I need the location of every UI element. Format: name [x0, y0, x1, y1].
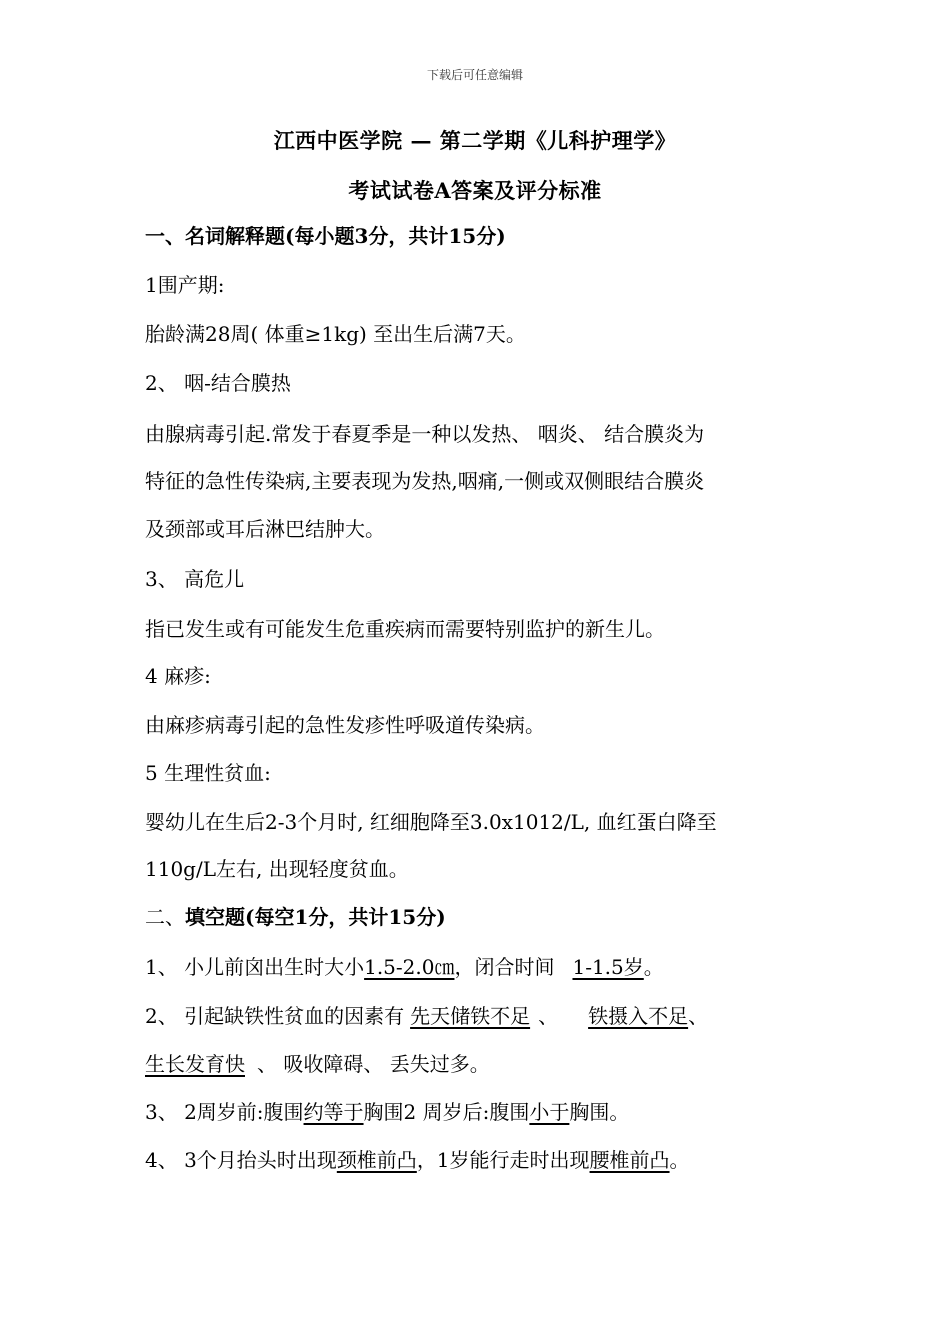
term-1: 1围产期:: [145, 273, 225, 297]
section2-heading-number: 二、: [145, 905, 185, 929]
answer-2-line-3: 及颈部或耳后淋巴结肿大。: [145, 517, 385, 541]
q2-text-c: 、: [688, 1004, 709, 1028]
fill-question-2: [145, 1002, 825, 1030]
term-3: 3、 高危儿: [145, 567, 245, 591]
fill-question-3: [145, 1098, 825, 1126]
fill-question-2-continued: [145, 1050, 825, 1078]
answer-4-line-1: 由麻疹病毒引起的急性发疹性呼吸道传染病。: [145, 713, 545, 737]
section2-heading-text: 填空题(每空1分，共计15分): [185, 905, 446, 929]
q2-answer-2: 铁摄入不足: [588, 1004, 689, 1028]
q3-text-c: 胸围。: [569, 1100, 630, 1124]
q3-text-a: 3、 2周岁前:腹围: [145, 1100, 304, 1124]
q1-text-b: ，闭合时间: [454, 955, 555, 979]
q2-answer-3: 生长发育快: [145, 1052, 245, 1076]
q1-text-a: 1、 小儿前囟出生时大小: [145, 955, 365, 979]
answer-2-line-1: 由腺病毒引起.常发于春夏季是一种以发热、 咽炎、 结合膜炎为: [145, 422, 705, 446]
term-2: 2、 咽-结合膜热: [145, 371, 291, 395]
section2-heading: [145, 903, 825, 931]
q1-answer-1: 1.5-2.0㎝: [364, 955, 455, 979]
q4-text-a: 4、 3个月抬头时出现: [145, 1148, 337, 1172]
answer-5-line-2: 110g/L左右, 出现轻度贫血。: [145, 857, 409, 881]
answer-3-line-1: 指已发生或有可能发生危重疾病而需要特别监护的新生儿。: [145, 617, 665, 641]
q2-answer-1: 先天储铁不足: [410, 1004, 531, 1028]
term-4: 4 麻疹:: [145, 664, 211, 688]
q1-answer-2: 1-1.5岁: [572, 955, 644, 979]
q4-text-b: ，1岁能行走时出现: [416, 1148, 590, 1172]
q3-answer-1: 约等于: [303, 1100, 364, 1124]
q2-text-a: 2、 引起缺铁性贫血的因素有: [145, 1004, 405, 1028]
q2-text-b: 、: [538, 1004, 559, 1028]
q3-text-b: 胸围2 周岁后:腹围: [363, 1100, 530, 1124]
q4-answer-1: 颈椎前凸: [336, 1148, 417, 1172]
q1-text-c: 。: [643, 955, 664, 979]
document-subtitle: 考试试卷A答案及评分标准: [348, 178, 602, 203]
fill-question-1: [145, 953, 825, 981]
q4-text-c: 。: [669, 1148, 690, 1172]
document-title: 江西中医学院 — 第二学期《儿科护理学》: [273, 128, 677, 153]
q2-text-d: 、 吸收障碍、 丢失过多。: [257, 1052, 490, 1076]
fill-question-4: [145, 1146, 825, 1174]
answer-2-line-2: 特征的急性传染病,主要表现为发热,咽痛,一侧或双侧眼结合膜炎: [145, 469, 705, 493]
term-5: 5 生理性贫血:: [145, 761, 271, 785]
q4-answer-2: 腰椎前凸: [589, 1148, 670, 1172]
q3-answer-2: 小于: [529, 1100, 570, 1124]
section1-heading: 一、名词解释题(每小题3分，共计15分): [145, 224, 506, 248]
answer-5-line-1: 婴幼儿在生后2-3个月时, 红细胞降至3.0x1012/L, 血红蛋白降至: [145, 810, 717, 834]
answer-1-line-1: 胎龄满28周( 体重≥1kg) 至出生后满7天。: [145, 322, 526, 346]
header-note: 下载后可任意编辑: [426, 68, 523, 82]
